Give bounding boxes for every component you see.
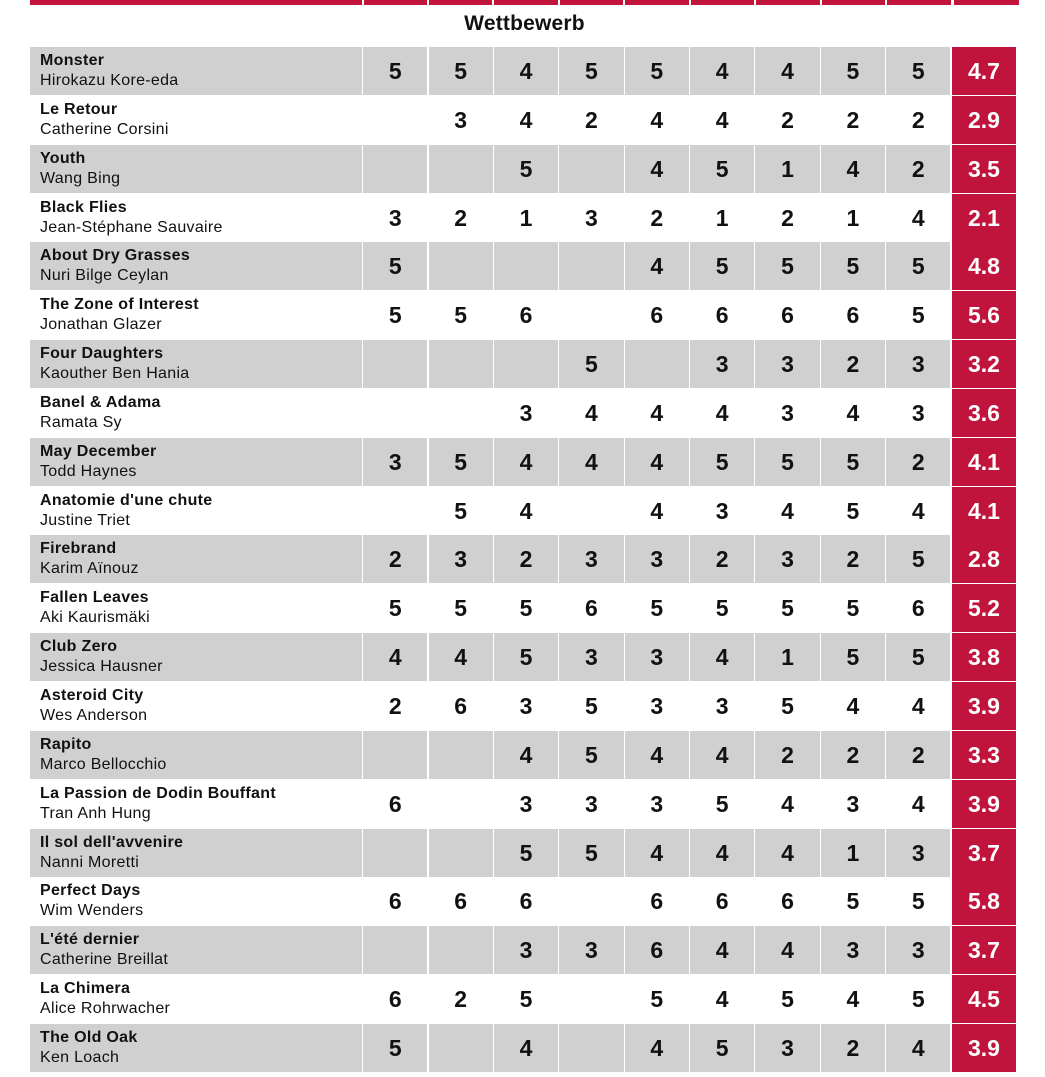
table-row [30, 438, 1019, 486]
rating-cell [494, 340, 558, 388]
rating-cell: 3 [519, 399, 533, 426]
table-row [30, 96, 1019, 144]
rating-cell: 4 [781, 497, 794, 524]
rating-cell: 5 [886, 242, 950, 290]
rating-cell: 6 [454, 888, 468, 915]
rating-cell: 2 [388, 692, 402, 719]
rating-cell: 3 [559, 633, 623, 681]
film-cell [30, 389, 362, 437]
film-director: Kaouther Ben Hania [40, 365, 190, 383]
rating-cell: 5 [911, 986, 925, 1013]
rating-cell: 5 [559, 731, 623, 779]
rating-cell: 3 [886, 340, 950, 388]
rating-cell: 5 [494, 829, 558, 877]
rating-cell: 2 [363, 535, 427, 583]
rating-cell: 3 [715, 497, 729, 524]
rating-cell: 5 [429, 47, 493, 95]
average-score: 3.3 [952, 731, 1016, 779]
rating-cell [429, 926, 493, 974]
rating-cell: 4 [650, 106, 664, 133]
rating-cell: 2 [886, 438, 950, 486]
rating-cell: 6 [625, 926, 689, 974]
table-row [30, 975, 1019, 1023]
rating-cell: 4 [821, 145, 885, 193]
rating-cell [363, 145, 427, 193]
film-title: Asteroid City [40, 686, 144, 704]
rating-cell: 5 [886, 633, 950, 681]
film-cell [30, 975, 362, 1023]
rating-cell [363, 829, 427, 877]
rating-cell: 3 [755, 535, 819, 583]
rating-cell: 1 [755, 145, 819, 193]
rating-cell: 6 [388, 790, 402, 817]
film-director: Justine Triet [40, 511, 131, 529]
film-cell [30, 535, 362, 583]
rating-cell: 2 [650, 204, 664, 231]
average-score: 4.8 [952, 242, 1016, 290]
rating-cell: 6 [388, 986, 402, 1013]
film-cell [30, 829, 362, 877]
film-title: Il sol dell'avvenire [40, 833, 184, 851]
average-score: 5.6 [952, 291, 1016, 339]
rating-cell: 4 [625, 438, 689, 486]
average-score: 3.5 [952, 145, 1016, 193]
rating-cell: 5 [846, 888, 860, 915]
average-score: 5.2 [952, 584, 1016, 632]
average-score: 2.8 [952, 535, 1016, 583]
rating-cell: 5 [886, 535, 950, 583]
rating-cell: 6 [585, 595, 598, 622]
rating-cell: 1 [821, 829, 885, 877]
rating-cell: 2 [585, 106, 598, 133]
rating-cell [363, 926, 427, 974]
film-title: Youth [40, 149, 86, 167]
rating-cell: 2 [821, 535, 885, 583]
film-director: Aki Kaurismäki [40, 609, 151, 627]
rating-cell [494, 242, 558, 290]
table-row [30, 829, 1019, 877]
table-row [30, 145, 1019, 193]
rating-cell: 5 [454, 595, 468, 622]
rating-cell: 1 [715, 204, 729, 231]
rating-cell: 5 [886, 47, 950, 95]
rating-cell: 3 [650, 790, 664, 817]
rating-cell: 4 [911, 497, 925, 524]
rating-cell [429, 780, 493, 828]
table-row [30, 584, 1019, 632]
average-score: 3.7 [952, 926, 1016, 974]
rating-cell: 4 [846, 692, 860, 719]
rating-cell: 5 [821, 47, 885, 95]
rating-cell [429, 242, 493, 290]
rating-cell [429, 731, 493, 779]
table-row [30, 487, 1019, 535]
rating-cell: 3 [781, 399, 794, 426]
rating-cell: 4 [625, 1024, 689, 1072]
rating-cell: 3 [559, 535, 623, 583]
film-title: The Zone of Interest [40, 296, 199, 314]
rating-cell: 5 [559, 47, 623, 95]
average-score: 3.6 [952, 389, 1016, 437]
rating-cell: 5 [585, 692, 598, 719]
average-score: 4.1 [952, 487, 1016, 535]
rating-cell [363, 731, 427, 779]
film-title: La Passion de Dodin Bouffant [40, 784, 276, 802]
film-cell [30, 145, 362, 193]
film-director: Wim Wenders [40, 902, 144, 920]
rating-cell [429, 145, 493, 193]
rating-cell: 5 [388, 302, 402, 329]
average-score: 3.8 [952, 633, 1016, 681]
film-title: Anatomie d'une chute [40, 491, 213, 509]
table-row [30, 291, 1019, 339]
average-score: 3.7 [952, 829, 1016, 877]
rating-cell: 6 [650, 888, 664, 915]
film-cell [30, 682, 362, 730]
film-director: Jonathan Glazer [40, 316, 162, 334]
table-row [30, 731, 1019, 779]
rating-cell: 5 [559, 829, 623, 877]
film-title: Firebrand [40, 540, 117, 558]
film-cell [30, 584, 362, 632]
film-cell [30, 487, 362, 535]
rating-cell: 3 [690, 340, 754, 388]
rating-cell [363, 96, 427, 144]
table-row [30, 389, 1019, 437]
film-cell [30, 438, 362, 486]
rating-cell: 4 [690, 731, 754, 779]
rating-cell [429, 389, 493, 437]
rating-cell [559, 1024, 623, 1072]
film-cell [30, 242, 362, 290]
rating-cell: 4 [363, 633, 427, 681]
rating-cell: 3 [755, 340, 819, 388]
average-score: 4.1 [952, 438, 1016, 486]
table-row [30, 242, 1019, 290]
film-director: Todd Haynes [40, 462, 137, 480]
rating-cell [559, 242, 623, 290]
rating-cell: 5 [429, 438, 493, 486]
film-title: Fallen Leaves [40, 589, 149, 607]
rating-cell: 4 [715, 986, 729, 1013]
rating-cell: 3 [388, 204, 402, 231]
rating-cell: 4 [690, 829, 754, 877]
film-cell [30, 194, 362, 242]
average-score: 3.9 [952, 780, 1016, 828]
rating-cell: 5 [519, 986, 533, 1013]
rating-cell: 5 [454, 497, 468, 524]
film-title: La Chimera [40, 980, 131, 998]
table-row [30, 877, 1019, 925]
rating-cell: 4 [781, 790, 794, 817]
rating-cell: 3 [585, 790, 598, 817]
rating-cell: 5 [494, 633, 558, 681]
rating-cell: 5 [781, 692, 794, 719]
film-cell [30, 780, 362, 828]
rating-cell [559, 291, 623, 339]
film-title: Rapito [40, 735, 92, 753]
rating-cell: 5 [559, 340, 623, 388]
average-score: 2.9 [952, 96, 1016, 144]
average-score: 4.5 [952, 975, 1016, 1023]
film-cell [30, 47, 362, 95]
film-cell [30, 291, 362, 339]
rating-cell: 1 [755, 633, 819, 681]
film-director: Jessica Hausner [40, 658, 163, 676]
rating-cell: 3 [755, 1024, 819, 1072]
rating-cell: 3 [886, 829, 950, 877]
rating-cell: 4 [494, 438, 558, 486]
rating-cell: 2 [690, 535, 754, 583]
rating-cell: 2 [454, 204, 468, 231]
rating-cell [363, 487, 427, 535]
rating-cell: 3 [585, 204, 598, 231]
rating-cell: 4 [911, 790, 925, 817]
table-row [30, 780, 1019, 828]
film-title: Four Daughters [40, 345, 164, 363]
table-row [30, 633, 1019, 681]
film-director: Alice Rohrwacher [40, 1000, 171, 1018]
rating-cell: 6 [519, 888, 533, 915]
average-score: 3.9 [952, 1024, 1016, 1072]
film-title: Perfect Days [40, 882, 141, 900]
film-director: Catherine Breillat [40, 951, 169, 969]
rating-cell [559, 877, 623, 925]
rating-cell: 5 [821, 633, 885, 681]
rating-cell: 4 [911, 692, 925, 719]
rating-cell: 5 [911, 302, 925, 329]
rating-cell: 5 [690, 145, 754, 193]
film-director: Ramata Sy [40, 413, 122, 431]
top-accent-bar [30, 0, 1019, 5]
rating-cell: 2 [846, 106, 860, 133]
rating-cell: 4 [625, 242, 689, 290]
rating-cell: 2 [911, 106, 925, 133]
film-cell [30, 731, 362, 779]
average-score: 3.9 [952, 682, 1016, 730]
rating-cell: 5 [625, 47, 689, 95]
film-title: Black Flies [40, 198, 127, 216]
rating-cell: 3 [559, 926, 623, 974]
rating-cell: 2 [886, 145, 950, 193]
film-title: The Old Oak [40, 1028, 138, 1046]
average-score: 3.2 [952, 340, 1016, 388]
rating-cell: 6 [454, 692, 468, 719]
ratings-table [30, 47, 1019, 1073]
film-director: Ken Loach [40, 1048, 120, 1066]
table-row [30, 47, 1019, 95]
rating-cell: 5 [690, 438, 754, 486]
rating-cell: 3 [911, 399, 925, 426]
rating-cell: 4 [519, 497, 533, 524]
rating-cell: 6 [388, 888, 402, 915]
rating-cell: 5 [781, 595, 794, 622]
rating-cell: 5 [494, 145, 558, 193]
rating-cell [559, 145, 623, 193]
rating-cell: 4 [625, 731, 689, 779]
table-row [30, 682, 1019, 730]
film-title: Monster [40, 52, 105, 69]
rating-cell: 4 [494, 1024, 558, 1072]
film-cell [30, 633, 362, 681]
rating-cell: 5 [715, 595, 729, 622]
rating-cell: 3 [454, 106, 468, 133]
table-row [30, 1024, 1019, 1072]
film-title: May December [40, 442, 157, 460]
rating-cell: 5 [846, 497, 860, 524]
rating-cell: 3 [519, 692, 533, 719]
rating-cell: 2 [821, 1024, 885, 1072]
rating-cell [363, 389, 427, 437]
table-row [30, 194, 1019, 242]
rating-cell: 6 [519, 302, 533, 329]
rating-cell: 5 [363, 1024, 427, 1072]
rating-cell: 5 [755, 438, 819, 486]
rating-cell: 2 [886, 731, 950, 779]
rating-cell [429, 340, 493, 388]
rating-cell: 5 [821, 242, 885, 290]
rating-cell: 5 [781, 986, 794, 1013]
film-title: L'été dernier [40, 931, 140, 949]
rating-cell: 5 [363, 47, 427, 95]
rating-cell: 4 [494, 731, 558, 779]
rating-cell: 4 [846, 399, 860, 426]
rating-cell: 5 [519, 595, 533, 622]
film-title: Club Zero [40, 638, 118, 656]
rating-cell: 4 [650, 497, 664, 524]
rating-cell: 4 [690, 47, 754, 95]
table-row [30, 926, 1019, 974]
rating-cell: 4 [755, 829, 819, 877]
rating-cell: 6 [781, 888, 794, 915]
rating-cell: 6 [650, 302, 664, 329]
rating-cell: 3 [886, 926, 950, 974]
film-director: Marco Bellocchio [40, 755, 167, 773]
rating-cell: 6 [715, 302, 729, 329]
rating-cell: 4 [886, 1024, 950, 1072]
film-director: Wes Anderson [40, 706, 148, 724]
rating-cell: 3 [494, 926, 558, 974]
rating-cell: 1 [846, 204, 860, 231]
rating-cell: 4 [559, 438, 623, 486]
rating-cell: 3 [363, 438, 427, 486]
film-cell [30, 340, 362, 388]
rating-cell: 4 [911, 204, 925, 231]
rating-cell: 4 [715, 399, 729, 426]
rating-cell: 3 [650, 692, 664, 719]
rating-cell: 2 [781, 106, 794, 133]
rating-cell [559, 487, 623, 535]
film-director: Nuri Bilge Ceylan [40, 267, 169, 285]
rating-cell: 4 [755, 47, 819, 95]
rating-cell: 4 [625, 829, 689, 877]
film-director: Jean-Stéphane Sauvaire [40, 218, 223, 236]
rating-cell: 5 [650, 986, 664, 1013]
rating-cell: 6 [715, 888, 729, 915]
rating-cell: 2 [454, 986, 468, 1013]
rating-cell: 5 [690, 242, 754, 290]
rating-cell: 6 [781, 302, 794, 329]
rating-cell: 2 [755, 731, 819, 779]
average-score: 5.8 [952, 877, 1016, 925]
rating-cell: 4 [690, 633, 754, 681]
film-cell [30, 877, 362, 925]
rating-cell: 5 [755, 242, 819, 290]
rating-cell: 4 [690, 926, 754, 974]
film-director: Tran Anh Hung [40, 804, 151, 822]
rating-cell: 2 [781, 204, 794, 231]
rating-cell: 2 [821, 340, 885, 388]
rating-cell: 4 [519, 106, 533, 133]
rating-cell: 2 [494, 535, 558, 583]
rating-cell: 4 [755, 926, 819, 974]
rating-cell [625, 340, 689, 388]
rating-cell: 1 [519, 204, 533, 231]
rating-cell: 5 [388, 595, 402, 622]
film-director: Wang Bing [40, 169, 121, 187]
table-row [30, 340, 1019, 388]
film-title: About Dry Grasses [40, 247, 191, 265]
rating-cell: 4 [585, 399, 598, 426]
film-director: Nanni Moretti [40, 853, 140, 871]
rating-cell: 6 [846, 302, 860, 329]
rating-cell: 4 [625, 145, 689, 193]
film-director: Karim Aïnouz [40, 560, 139, 578]
table-row [30, 535, 1019, 583]
rating-cell: 5 [650, 595, 664, 622]
section-title: Wettbewerb [464, 12, 585, 35]
film-director: Hirokazu Kore-eda [40, 72, 179, 89]
rating-cell: 3 [429, 535, 493, 583]
rating-cell: 3 [715, 692, 729, 719]
rating-cell: 5 [715, 790, 729, 817]
rating-cell: 4 [429, 633, 493, 681]
rating-cell [429, 829, 493, 877]
rating-cell: 3 [846, 790, 860, 817]
rating-cell: 5 [821, 438, 885, 486]
rating-cell: 4 [715, 106, 729, 133]
film-cell [30, 96, 362, 144]
film-director: Catherine Corsini [40, 120, 169, 138]
average-score: 2.1 [952, 194, 1016, 242]
average-score: 4.7 [952, 47, 1016, 95]
rating-cell: 3 [519, 790, 533, 817]
rating-cell: 5 [454, 302, 468, 329]
rating-cell [559, 975, 623, 1023]
rating-cell: 4 [650, 399, 664, 426]
rating-cell: 4 [494, 47, 558, 95]
rating-cell: 5 [363, 242, 427, 290]
film-title: Le Retour [40, 100, 118, 118]
rating-cell: 5 [690, 1024, 754, 1072]
rating-cell: 4 [846, 986, 860, 1013]
rating-cell [429, 1024, 493, 1072]
film-cell [30, 1024, 362, 1072]
rating-cell: 2 [821, 731, 885, 779]
rating-cell: 5 [846, 595, 860, 622]
rating-cell: 5 [911, 888, 925, 915]
rating-cell: 3 [821, 926, 885, 974]
rating-cell [363, 340, 427, 388]
rating-cell: 6 [911, 595, 925, 622]
rating-cell: 3 [625, 633, 689, 681]
film-title: Banel & Adama [40, 393, 161, 411]
film-cell [30, 926, 362, 974]
rating-cell: 3 [625, 535, 689, 583]
